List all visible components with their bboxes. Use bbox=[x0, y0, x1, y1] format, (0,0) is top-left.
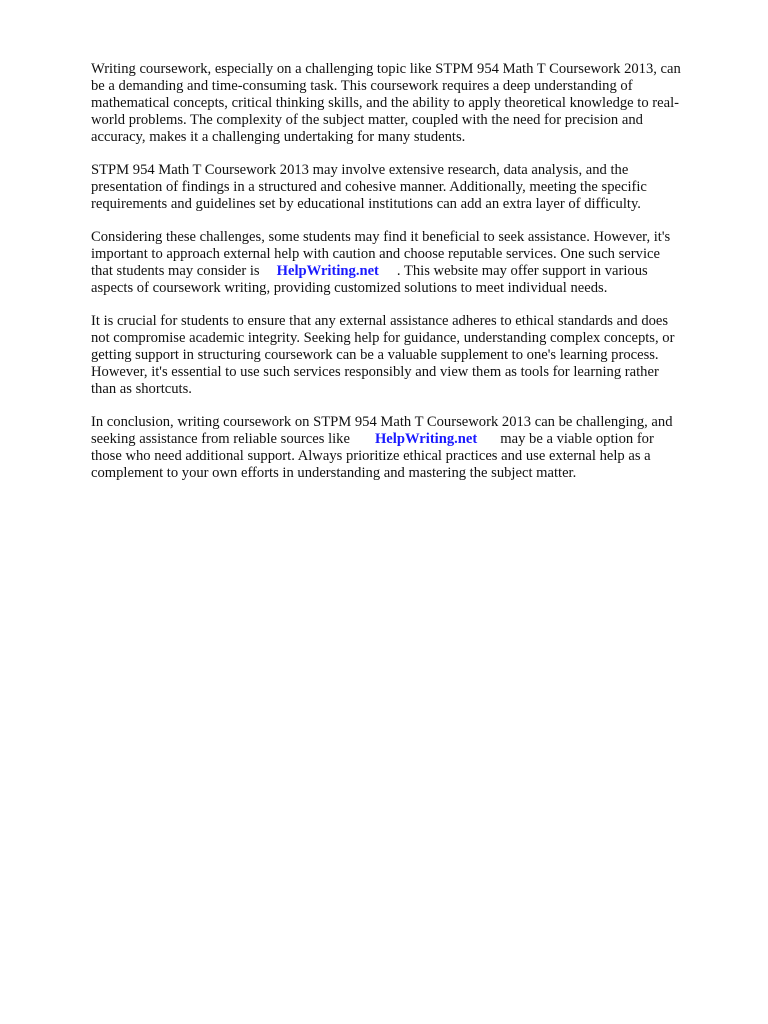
text-line: complement to your own efforts in understanding and mastering the subject matter. bbox=[91, 465, 577, 481]
paragraph-5 bbox=[91, 414, 731, 482]
text-line: accuracy, makes it a challenging undertaking for many students. bbox=[91, 129, 466, 145]
paragraph-2 bbox=[91, 162, 731, 213]
text-line: than as shortcuts. bbox=[91, 381, 192, 397]
text-line: requirements and guidelines set by educational institutions can add an extra layer of difficulty. bbox=[91, 196, 641, 212]
text-after-link: . This website may offer support in various bbox=[396, 263, 648, 279]
helpwriting-link[interactable]: HelpWriting.net bbox=[276, 263, 379, 279]
document-page bbox=[91, 61, 731, 498]
helpwriting-link[interactable]: HelpWriting.net bbox=[374, 431, 478, 447]
text-line: Considering these challenges, some students may find it beneficial to seek assistance. However, it's bbox=[91, 229, 671, 245]
text-line: getting support in structuring coursework can be a valuable supplement to one's learning process. bbox=[91, 347, 659, 363]
paragraph-3 bbox=[91, 229, 731, 297]
text-line: In conclusion, writing coursework on STPM 954 Math T Coursework 2013 can be challenging, and bbox=[91, 414, 673, 430]
text-before-link: that students may consider is bbox=[91, 263, 260, 279]
text-after-link: may be a viable option for bbox=[500, 431, 654, 447]
text-line: presentation of findings in a structured and cohesive manner. Additionally, meeting the specific bbox=[91, 179, 647, 195]
text-line: It is crucial for students to ensure that any external assistance adheres to ethical standards and does bbox=[91, 313, 669, 329]
text-line-with-link bbox=[91, 263, 731, 280]
paragraph-1 bbox=[91, 61, 731, 146]
text-line: not compromise academic integrity. Seeking help for guidance, understanding complex concepts, or bbox=[91, 330, 675, 346]
text-line: those who need additional support. Always prioritize ethical practices and use external help as a bbox=[91, 448, 651, 464]
paragraph-4 bbox=[91, 313, 731, 398]
text-line: However, it's essential to use such services responsibly and view them as tools for learning rather bbox=[91, 364, 659, 380]
text-line: STPM 954 Math T Coursework 2013 may involve extensive research, data analysis, and the bbox=[91, 162, 629, 178]
text-line: Writing coursework, especially on a challenging topic like STPM 954 Math T Coursework 2013, can bbox=[91, 61, 681, 77]
text-line-with-link bbox=[91, 431, 731, 448]
text-line: important to approach external help with caution and choose reputable services. One such service bbox=[91, 246, 660, 262]
text-line: mathematical concepts, critical thinking skills, and the ability to apply theoretical knowledge to real- bbox=[91, 95, 680, 111]
text-before-link: seeking assistance from reliable sources like bbox=[91, 431, 350, 447]
text-line: aspects of coursework writing, providing customized solutions to meet individual needs. bbox=[91, 280, 608, 296]
text-line: be a demanding and time-consuming task. This coursework requires a deep understanding of bbox=[91, 78, 633, 94]
text-line: world problems. The complexity of the subject matter, coupled with the need for precision and bbox=[91, 112, 643, 128]
